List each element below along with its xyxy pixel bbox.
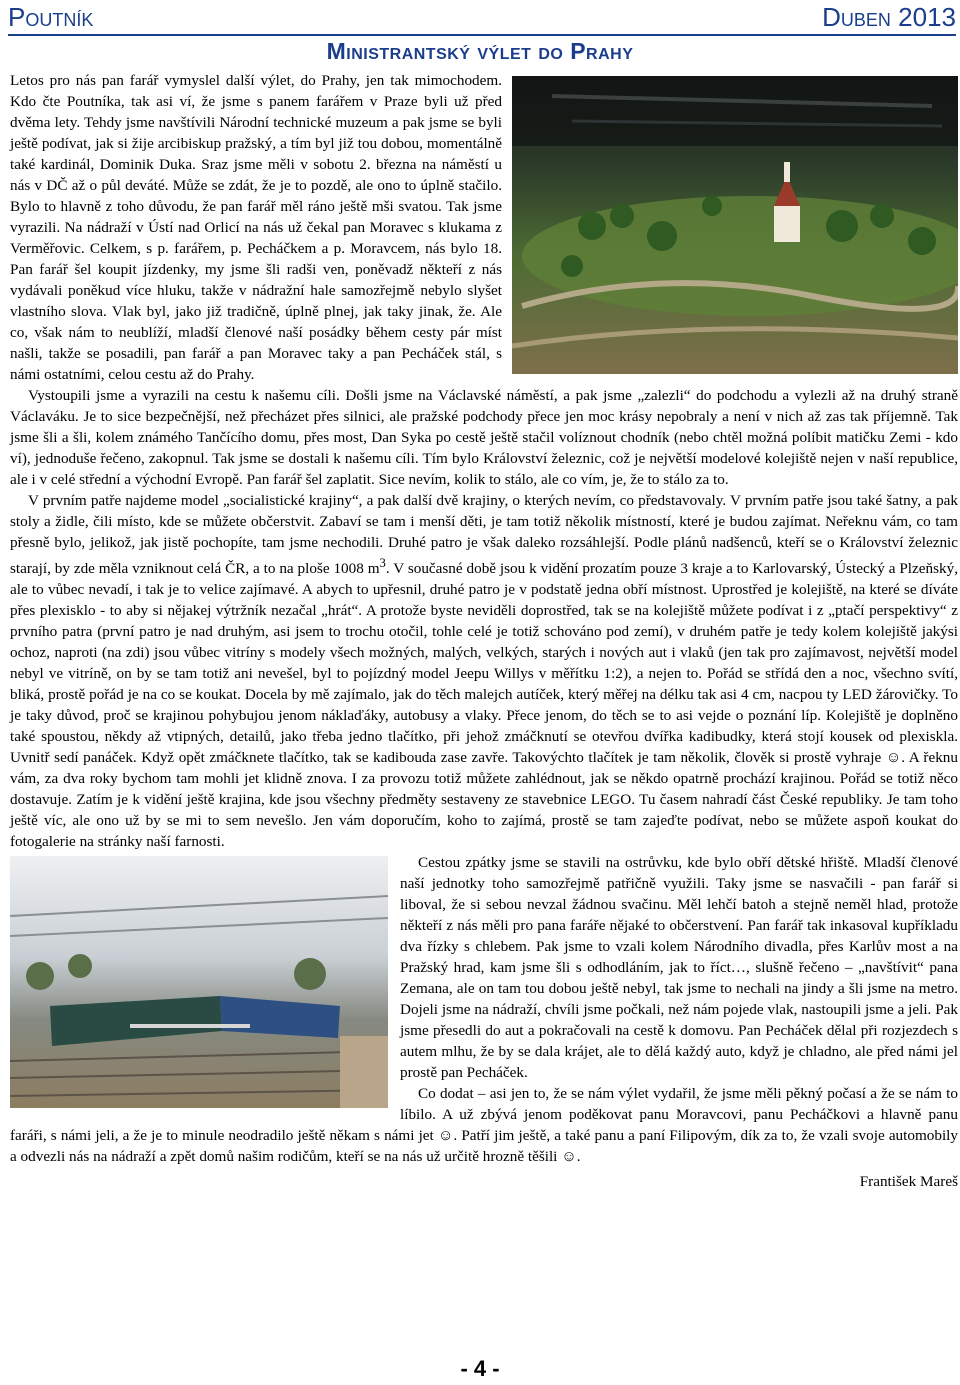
paragraph-4-text: Cestou zpátky jsme se stavili na ostrůvku, kde bylo obří dětské hřiště. Mladší členové naší jednotky toho samozřejmě patřičně využili. Taky jsme se nasvačili - pan farář si liboval, že si sebou nevzal žádnou svačinu. Měl lehčí batoh a stejně neměl hlad, protože někteří z nás měli pro pana faráře nějaké to občerstvení. Pan farář tak inkasoval kupříkladu dva řízky s chlebem. Pak jsme to vzali kolem Národního divadla, přes Karlův most a na Pražský hrad, kam jsme šli s odhodláním, jak to říct…, slušně řečeno – „navštívit“ pana Zemana, ale on tam tou dobou ještě nebyl, tak jsme to nechali na jindy a šli jsme na metro. Dojeli jsme na nádraží, chvíli jsme počkali, než nám pojede vlak, nastoupili jsme a jeli. Pak jsme přesedli do aut a pokračovali na cestě k domovu. Pan Pecháček dělal při rozjezdech s autem mlhu, že by se dala krájet, ale to dělá každý auto, když je chladno, ale před námi jel prostě pan Pecháček. (400, 854, 958, 1082)
page-header (8, 0, 956, 36)
magazine-name: Poutník (8, 2, 94, 32)
model-trains-photo (10, 856, 388, 1108)
paragraph-2: Vystoupili jsme a vyrazili na cestu k našemu cíli. Došli jsme na Václavské náměstí, a pak jsme „zalezli“ do podchodu a vylezli až na druhý straně Václaváku. Je to sice bezpečnější, než přecházet přes silnici, ale pražské podchody přece jen moc krásy nepobraly a není v nich až zas tak příjemně. Tak jsme šli a šli, kolem známého Tančícího domu, přes most, Dan Syka po cestě ještě stačil volíznout chodník (nebo chtěl možná políbit matičku Zemi - kdo ví), jednoduše řečeno, zakopnul. Tak jsme se dostali k našemu cíli. Tím bylo Království železnic, což je největší modelové kolejiště nejen v naší republice, ale i v celé střední a východní Evropě. Pan farář šel zaplatit. Sice nevím, kolik to stálo, ale co vím, je, že to stálo za to. (10, 387, 958, 488)
model-railway-photo (512, 76, 958, 374)
paragraph-4 (10, 852, 958, 1083)
author-signature: František Mareš (859, 1173, 958, 1191)
paragraph-3 (10, 490, 958, 852)
paragraph-5: Co dodat – asi jen to, že se nám výlet vydařil, že jsme měli pěkný počasí a že se nám to líbilo. A už zbývá jenom poděkovat panu Moravcovi, panu Pecháčkovi a hlavně panu faráři, s námi jeli, a že je to minule neodradilo ještě někam s námi jet ☺. Patří jim ještě, a také panu a paní Filipovým, dík za to, že vzali svoje automobily a odvezli nás na nádraží a zpět domů našim rodičům, kteří se na nás už určitě hrozně těšili ☺. (10, 1085, 958, 1166)
paragraph-3-text-a: V prvním patře najdeme model „socialistické krajiny“, a pak další dvě krajiny, o kterých nevím, co představovaly. V prvním patře jsou také šatny, a pak stoly a židle, čili místo, kde se můžete občerstvit. Zabaví se tam i menší děti, je tam totiž několik místností, které je budou zajímat. Neřeknu vám, co tam přesně bylo, jelikož, jak jistě pochopíte, tam jsme nechodili. Druhé patro je však daleko rozsáhlejší. Podle plánů nadšenců, kteří se o Království železnic starají, by zde měla vzniknout celá ČR, a to na ploše 1008 m (10, 492, 958, 578)
article-body (10, 70, 958, 1192)
paragraph-1-text: Letos pro nás pan farář vymyslel další výlet, do Prahy, jen tak mimochodem. Kdo čte Poutníka, tak asi ví, že jsme s panem farářem v Praze byli už před dvěma lety. Tehdy jsme navštívili Národní technické muzeum a pak jsme se byli ještě podívat, jak si žije arcibiskup pražský, a tím byl již tou dobou, momentálně také kardinál, Dominik Duka. Sraz jsme měli v sobotu 2. března na náměstí u nás v DČ až o půl deváté. Může se zdát, že je to pozdě, ale ono to úplně stačilo. Bylo to hlavně z toho důvodu, že pan farář měl ráno ještě mši svatou. Tak jsme vyrazili. Na nádraží v Ústí nad Orlicí na nás už čekal pan Moravec s klukama z Verměřovic. Celkem, s p. farářem, p. Pecháčkem a p. Moravcem, nás bylo 18. Pan farář šel koupit jízdenky, my jsme šli radši ven, poněvadž někteří z nás vydávali poněkud více hluku, takže v nádražní hale samozřejmě nebylo slyšet vlastního slova. Vlak byl, jako již tradičně, úplně plnej, jak taky jinak, že. Ale co, však nám to neublíží, mladší členové naší posádky během cesty pár míst našli, takže se posadili, pan farář a pan Moravec taky a pan Pecháček stál, s námi ostatními, celou cestu až do Prahy. (10, 72, 502, 383)
superscript-3: 3 (379, 556, 386, 570)
paragraph-1 (10, 70, 958, 385)
paragraph-3-text-b: . V současné době jsou k vidění prozatím pouze 3 kraje a to Karlovarský, Ústecký a Plzeňský, ale to vůbec nevadí, i tak je to velice zajímavé. A abych to upřesnil, druhé patro je v podstatě jedna obří místnost. Uprostřed je kolejiště, na které se díváte přes plexisklo - to aby si nějakej výtržník nezačal „hrát“. A protože byste neviděli doprostřed, tak se na kolejiště můžete podívat i z „ptačí perspektivy“ z prvního patra (první patro je nad druhým, asi jsem to trochu otočil, tohle celé je totiž schováno pod zemí), v druhém patře je tedy kolem kolejiště jakýsi ochoz, naproti (na zdi) jsou vůbec vitríny s modely všech možných, malých, velkých, starých i nových aut i vlaků (jen tak pro zajímavost, největší model nebyl ve vitríně, on by se tam totiž ani nevešel, byl to pojízdný model Jeepu Willys v měřítku 1:2), a nejen to. Pořád se střídá den a noc, všechno svítí, bliká, prostě pořád je na co se koukat. Docela by mě zajímalo, jak do těch malejch autíček, který měřej na délku tak asi 4 cm, nacpou ty LED žárovičky. To je taky důvod, proč se krajinou pohybujou jenom náklaďáky, autobusy a vlaky. Přece jenom, do těch se to asi vejde o poznání líp. Kolejiště je doplněno také spoustou, někdy až vtipných, detailů, jako třeba jedno tlačítko, při jehož zmáčknutí se otevřou dvířka kadibudky, která stojí kousek od plexiskla. Uvnitř sedí panáček. Když opět zmáčknete tlačítko, tak se kadibouda zase zavře. Takovýchto tlačítek je tam několik, člověk si prostě vyhraje ☺. A řeknu vám, za dva roky bychom tam mohli jet klidně znova. I za provozu totiž můžete zahlédnout, jak se někdo opatrně prochází krajinou. Pořád se totiž něco dostavuje. Zatím je k vidění ještě krajina, kde jsou všechny předměty sestaveny ze stavebnice LEGO. Tu časem nahradí část České republiky. Je tam toho ještě víc, ale ono už by se mi to sem nevešlo. Jen vám doporučím, koho to zajímá, prostě se tam zajeďte podívat, nebo se můžete aspoň koukat do fotogalerie na stránky naší farnosti. (10, 560, 958, 851)
issue-date: Duben 2013 (822, 2, 956, 32)
page-number: - 4 - (460, 1356, 500, 1381)
article-title: Ministrantský výlet do Prahy (326, 38, 634, 64)
